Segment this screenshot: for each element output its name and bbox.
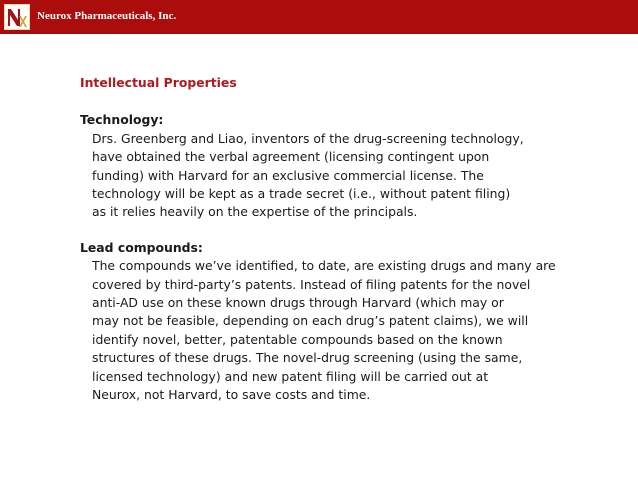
company-name: Neurox Pharmaceuticals, Inc. bbox=[37, 10, 177, 22]
paragraph-line: The compounds we’ve identified, to date, are existing drugs and many are bbox=[92, 258, 556, 274]
section-technology bbox=[80, 111, 620, 221]
section-lead-compounds bbox=[80, 239, 620, 405]
paragraph-line: identify novel, better, patentable compounds based on the known bbox=[92, 331, 503, 347]
paragraph-line: structures of these drugs. The novel-drug screening (using the same, bbox=[92, 350, 523, 366]
slide-title: Intellectual Properties bbox=[80, 75, 237, 90]
paragraph-line: technology will be kept as a trade secret (i.e., without patent filing) bbox=[92, 186, 511, 202]
logo-mark-icon bbox=[5, 5, 29, 29]
paragraph-line: licensed technology) and new patent filing will be carried out at bbox=[92, 368, 489, 384]
paragraph-line: may not be feasible, depending on each drug’s patent claims), we will bbox=[92, 313, 529, 329]
paragraph-line: anti-AD use on these known drugs through Harvard (which may or bbox=[92, 295, 504, 311]
paragraph-line: Drs. Greenberg and Liao, inventors of the drug-screening technology, bbox=[92, 130, 524, 146]
paragraph-line: Neurox, not Harvard, to save costs and time. bbox=[92, 387, 371, 403]
section-heading: Lead compounds: bbox=[80, 239, 203, 255]
paragraph-line: as it relies heavily on the expertise of the principals. bbox=[92, 204, 418, 220]
header-bar bbox=[0, 0, 638, 34]
section-heading: Technology: bbox=[80, 112, 164, 128]
company-logo bbox=[4, 4, 30, 30]
slide-content bbox=[80, 74, 620, 422]
paragraph-line: funding) with Harvard for an exclusive commercial license. The bbox=[92, 167, 484, 183]
paragraph-line: have obtained the verbal agreement (licensing contingent upon bbox=[92, 149, 490, 165]
paragraph-line: covered by third-party’s patents. Instead of filing patents for the novel bbox=[92, 276, 531, 292]
